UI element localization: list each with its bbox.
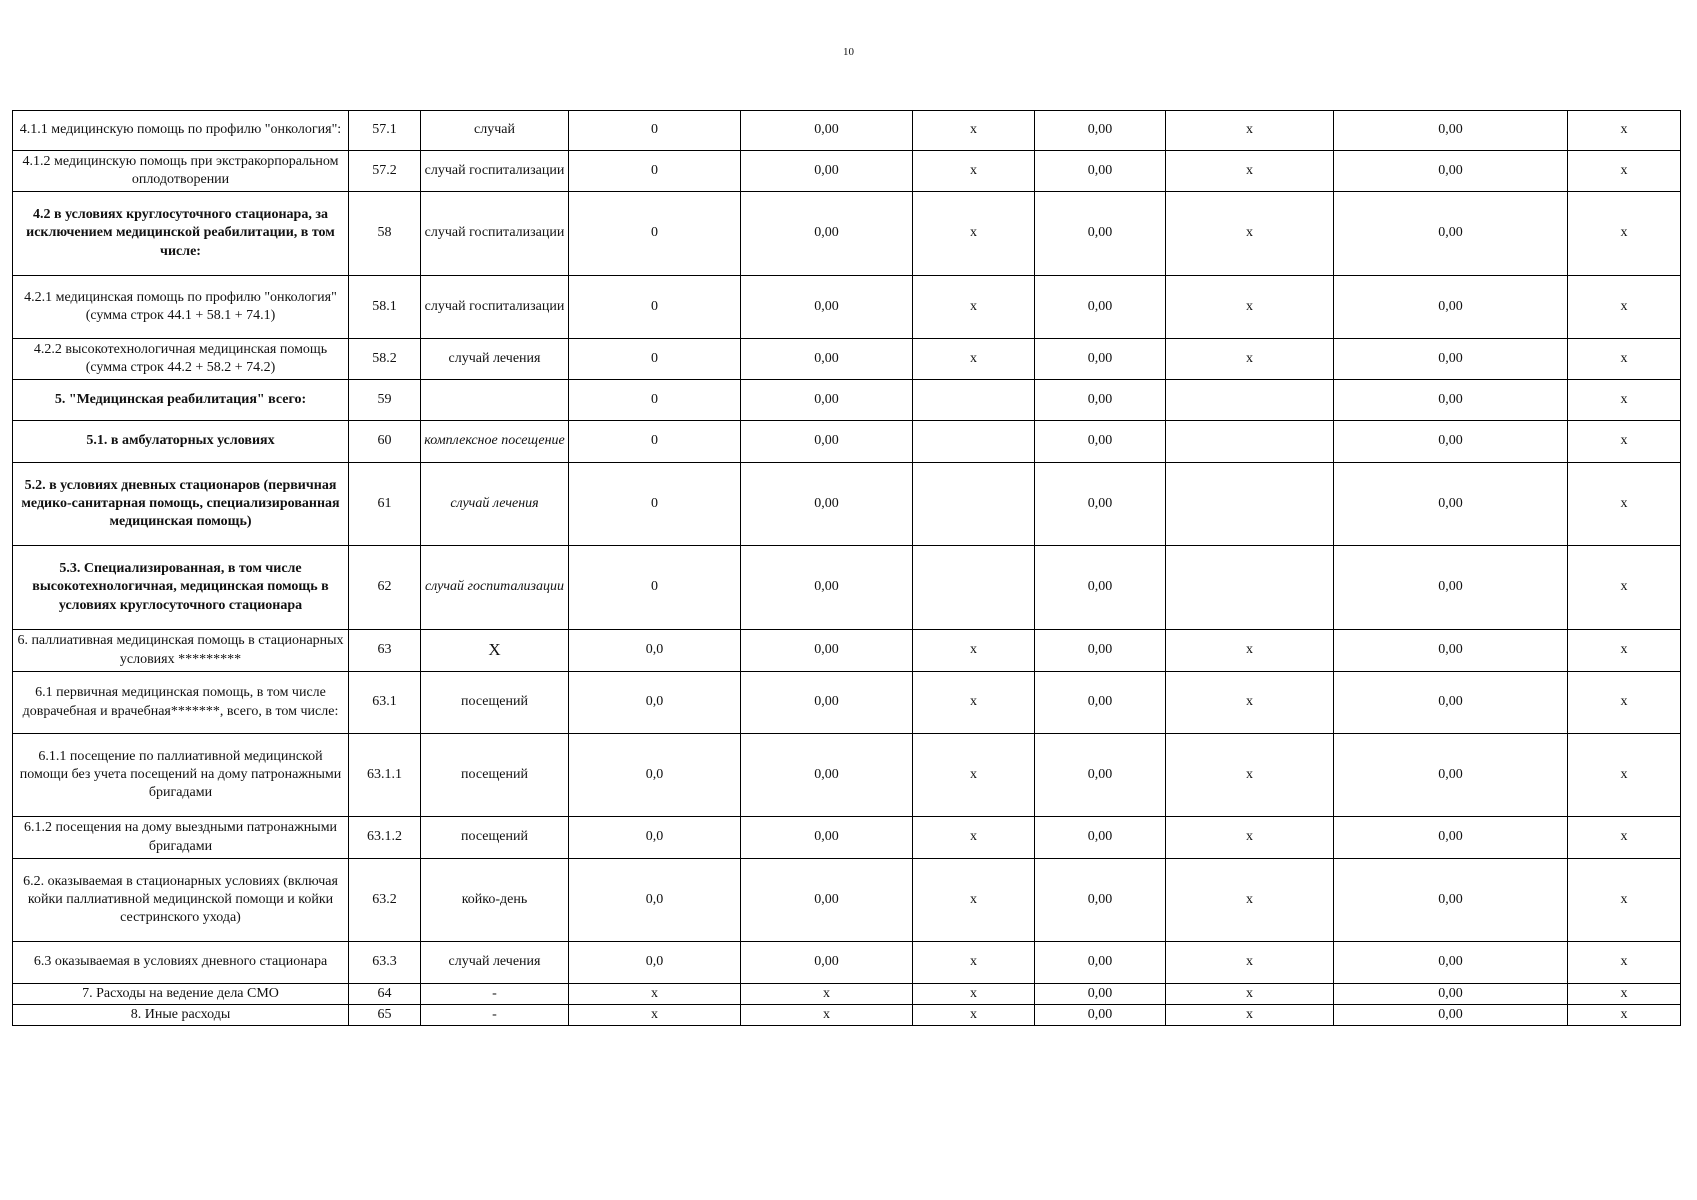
value-cell: 0,00 [1334,984,1568,1005]
value-cell: 0,00 [1334,630,1568,672]
value-cell: х [1166,276,1334,339]
value-cell: 0 [569,463,741,546]
value-cell: 0,00 [1035,1005,1166,1026]
value-cell: 0,00 [1035,380,1166,421]
row-code-cell: 63 [349,630,421,672]
row-name-cell: 5.3. Специализированная, в том числе высокотехнологичная, медицинская помощь в условиях круглосуточного стационара [13,546,349,630]
value-cell: 0 [569,339,741,380]
value-cell: 0,00 [741,817,913,859]
value-cell: 0 [569,546,741,630]
row-code-cell: 61 [349,463,421,546]
table-row [13,463,1681,546]
value-cell: х [913,859,1035,942]
value-cell: 0,00 [1035,630,1166,672]
value-cell: х [1166,984,1334,1005]
unit-cell: посещений [421,817,569,859]
value-cell: 0,00 [1334,942,1568,984]
value-cell: х [1166,111,1334,151]
value-cell: 0,00 [1035,672,1166,734]
value-cell: х [569,1005,741,1026]
row-name-cell: 6.1.1 посещение по паллиативной медицинской помощи без учета посещений на дому патронажными бригадами [13,734,349,817]
value-cell: х [1166,817,1334,859]
value-cell: 0,00 [1035,151,1166,192]
value-cell: 0,00 [741,463,913,546]
row-name-cell: 7. Расходы на ведение дела СМО [13,984,349,1005]
unit-cell [421,380,569,421]
value-cell: х [913,630,1035,672]
row-name-cell: 4.1.1 медицинскую помощь по профилю "онкология": [13,111,349,151]
value-cell: х [913,942,1035,984]
value-cell: х [1568,859,1681,942]
unit-cell: случай госпитализации [421,276,569,339]
table-row [13,111,1681,151]
value-cell: 0,00 [1035,859,1166,942]
value-cell: х [1568,111,1681,151]
value-cell [913,546,1035,630]
row-code-cell: 64 [349,984,421,1005]
value-cell: 0 [569,151,741,192]
value-cell: 0,00 [1334,421,1568,463]
unit-cell: случай госпитализации [421,546,569,630]
value-cell: 0,00 [1334,546,1568,630]
table-row [13,817,1681,859]
value-cell: х [913,984,1035,1005]
table-row [13,859,1681,942]
value-cell: 0,00 [1334,192,1568,276]
value-cell: 0,00 [1035,734,1166,817]
value-cell: х [1568,817,1681,859]
value-cell [1166,546,1334,630]
unit-cell: - [421,984,569,1005]
row-code-cell: 63.1.2 [349,817,421,859]
value-cell: х [1568,339,1681,380]
row-name-cell: 6.1.2 посещения на дому выездными патронажными бригадами [13,817,349,859]
value-cell: 0,00 [1334,339,1568,380]
value-cell: 0,00 [741,546,913,630]
value-cell: 0,00 [1334,151,1568,192]
row-code-cell: 63.2 [349,859,421,942]
value-cell: 0,0 [569,859,741,942]
value-cell [913,380,1035,421]
unit-cell: посещений [421,734,569,817]
value-cell: 0,00 [741,380,913,421]
value-cell: 0,00 [1035,546,1166,630]
value-cell: 0,00 [1334,817,1568,859]
value-cell: 0,00 [741,421,913,463]
unit-cell: случай [421,111,569,151]
table-row [13,630,1681,672]
value-cell: х [1568,734,1681,817]
value-cell: 0,00 [741,734,913,817]
value-cell: х [913,734,1035,817]
value-cell: 0,00 [1035,192,1166,276]
unit-cell: случай лечения [421,942,569,984]
value-cell: 0,00 [1035,339,1166,380]
value-cell: 0,00 [1035,276,1166,339]
value-cell: 0,00 [1334,859,1568,942]
row-name-cell: 6.1 первичная медицинская помощь, в том числе доврачебная и врачебная*******, всего, в том числе: [13,672,349,734]
value-cell [1166,463,1334,546]
row-code-cell: 57.1 [349,111,421,151]
row-name-cell: 5. "Медицинская реабилитация" всего: [13,380,349,421]
value-cell: 0 [569,421,741,463]
value-cell: х [1568,630,1681,672]
value-cell: х [1166,1005,1334,1026]
table-row [13,421,1681,463]
value-cell: 0,00 [1035,817,1166,859]
table-row [13,192,1681,276]
row-name-cell: 6.2. оказываемая в стационарных условиях (включая койки паллиативной медицинской помощи и койки сестринского ухода) [13,859,349,942]
value-cell: х [1568,546,1681,630]
value-cell: 0,00 [1035,984,1166,1005]
value-cell: х [1166,192,1334,276]
value-cell [913,463,1035,546]
unit-cell: - [421,1005,569,1026]
value-cell: х [569,984,741,1005]
row-name-cell: 5.1. в амбулаторных условиях [13,421,349,463]
value-cell: 0,00 [1334,734,1568,817]
value-cell: х [1166,151,1334,192]
value-cell: х [913,151,1035,192]
row-name-cell: 6. паллиативная медицинская помощь в стационарных условиях ********* [13,630,349,672]
value-cell: 0,0 [569,672,741,734]
value-cell: 0 [569,276,741,339]
value-cell: 0,00 [1334,111,1568,151]
page-number: 10 [843,46,854,58]
value-cell: 0,00 [1035,463,1166,546]
table-row [13,672,1681,734]
row-name-cell: 8. Иные расходы [13,1005,349,1026]
unit-cell: случай госпитализации [421,192,569,276]
value-cell: 0,0 [569,734,741,817]
row-code-cell: 63.1.1 [349,734,421,817]
value-cell: х [1166,734,1334,817]
value-cell: х [1568,984,1681,1005]
expenses-table [12,110,1681,1026]
row-code-cell: 58.1 [349,276,421,339]
value-cell [913,421,1035,463]
row-code-cell: 58 [349,192,421,276]
value-cell: 0 [569,380,741,421]
value-cell: х [1166,942,1334,984]
value-cell: 0,00 [741,630,913,672]
value-cell: х [1166,630,1334,672]
row-code-cell: 60 [349,421,421,463]
table-row [13,1005,1681,1026]
value-cell: х [1568,276,1681,339]
value-cell: х [1568,672,1681,734]
row-code-cell: 63.3 [349,942,421,984]
value-cell: 0,00 [741,111,913,151]
value-cell: х [1568,192,1681,276]
value-cell: 0,00 [1334,672,1568,734]
table-row [13,151,1681,192]
value-cell: х [913,672,1035,734]
value-cell: 0 [569,111,741,151]
table-row [13,339,1681,380]
row-name-cell: 6.3 оказываемая в условиях дневного стационара [13,942,349,984]
value-cell: 0,00 [1035,111,1166,151]
value-cell: 0,00 [741,339,913,380]
value-cell [1166,421,1334,463]
value-cell: 0,00 [741,672,913,734]
value-cell: х [913,1005,1035,1026]
value-cell: х [1568,380,1681,421]
value-cell: 0,00 [1334,463,1568,546]
value-cell: х [1568,151,1681,192]
value-cell: 0,00 [1035,942,1166,984]
table-row [13,942,1681,984]
row-name-cell: 4.1.2 медицинскую помощь при экстракорпоральном оплодотворении [13,151,349,192]
unit-cell: случай лечения [421,339,569,380]
unit-cell: случай госпитализации [421,151,569,192]
unit-cell: посещений [421,672,569,734]
row-name-cell: 4.2 в условиях круглосуточного стационара, за исключением медицинской реабилитации, в том числе: [13,192,349,276]
value-cell: х [913,339,1035,380]
table-row [13,546,1681,630]
row-code-cell: 57.2 [349,151,421,192]
row-code-cell: 59 [349,380,421,421]
row-code-cell: 63.1 [349,672,421,734]
value-cell: х [913,276,1035,339]
table-row [13,276,1681,339]
value-cell: х [1568,463,1681,546]
row-code-cell: 58.2 [349,339,421,380]
value-cell: 0,00 [1334,380,1568,421]
value-cell: х [1568,1005,1681,1026]
row-code-cell: 65 [349,1005,421,1026]
value-cell: х [741,1005,913,1026]
row-name-cell: 4.2.1 медицинская помощь по профилю "онкология" (сумма строк 44.1 + 58.1 + 74.1) [13,276,349,339]
value-cell: х [741,984,913,1005]
value-cell: 0,00 [741,859,913,942]
value-cell: 0,0 [569,942,741,984]
table-row [13,380,1681,421]
table-row [13,734,1681,817]
unit-cell: комплексное посещение [421,421,569,463]
value-cell: 0,00 [741,276,913,339]
value-cell: 0,00 [741,151,913,192]
value-cell: 0,00 [1035,421,1166,463]
value-cell: х [913,192,1035,276]
row-code-cell: 62 [349,546,421,630]
value-cell: х [1166,672,1334,734]
row-name-cell: 4.2.2 высокотехнологичная медицинская помощь (сумма строк 44.2 + 58.2 + 74.2) [13,339,349,380]
value-cell: х [913,817,1035,859]
value-cell: х [913,111,1035,151]
value-cell: х [1166,339,1334,380]
value-cell: х [1568,942,1681,984]
value-cell: 0,0 [569,630,741,672]
unit-cell: койко-день [421,859,569,942]
value-cell: 0,00 [1334,1005,1568,1026]
value-cell: 0,00 [741,942,913,984]
unit-cell: Х [421,630,569,672]
value-cell: х [1166,859,1334,942]
unit-cell: случай лечения [421,463,569,546]
value-cell: 0,00 [741,192,913,276]
value-cell: 0,00 [1334,276,1568,339]
row-name-cell: 5.2. в условиях дневных стационаров (первичная медико-санитарная помощь, специализированная медицинская помощь) [13,463,349,546]
value-cell: 0,0 [569,817,741,859]
value-cell [1166,380,1334,421]
value-cell: х [1568,421,1681,463]
value-cell: 0 [569,192,741,276]
table-row [13,984,1681,1005]
